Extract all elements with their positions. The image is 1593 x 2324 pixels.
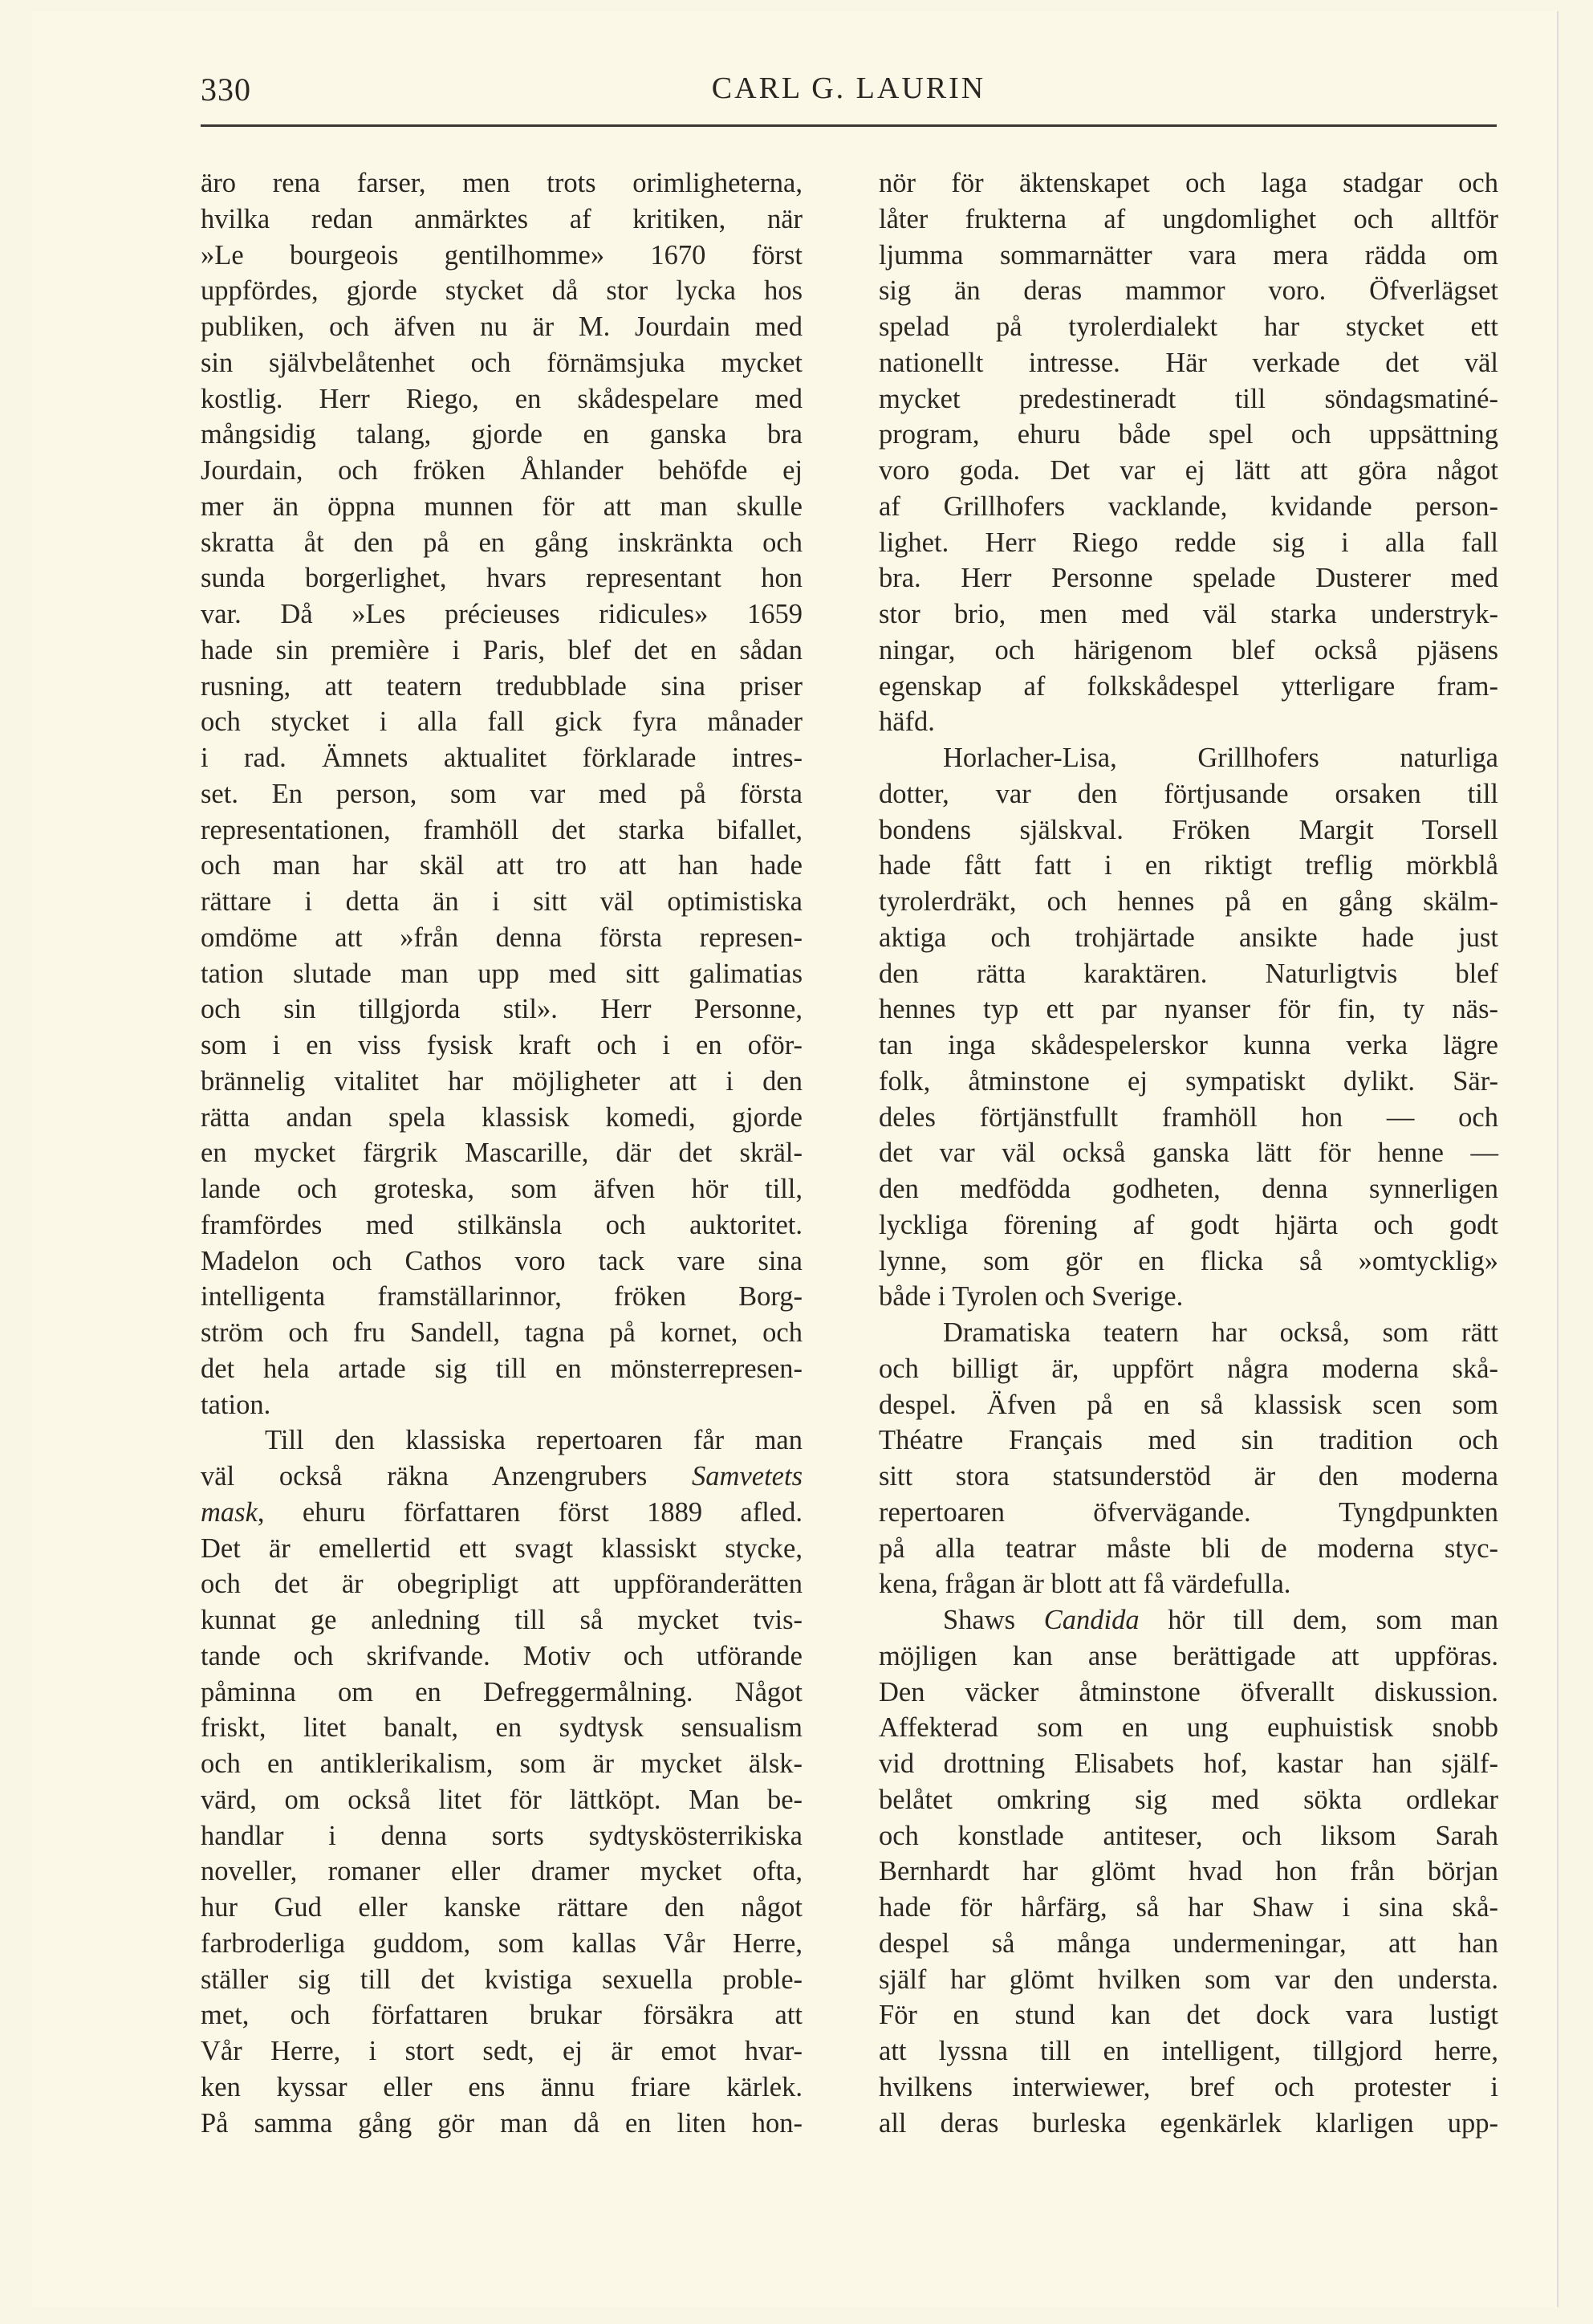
text-line: Horlacher-Lisa, Grillhofers naturliga	[943, 743, 1498, 773]
text-line: bra. Herr Personne spelade Dusterer med	[879, 563, 1498, 594]
text-line: och billigt är, uppfört några moderna skå-	[879, 1353, 1498, 1384]
text-line: publiken, och äfven nu är M. Jourdain med	[201, 311, 803, 342]
text-line: brännelig vitalitet har möjligheter att i den	[201, 1065, 803, 1097]
text-line: och konstlade antiteser, och liksom Sarah	[879, 1820, 1498, 1851]
text-line: lyckliga förening af godt hjärta och godt	[879, 1209, 1498, 1240]
text-line: kena, frågan är blott att få värdefulla.	[879, 1569, 1291, 1600]
text-line: både i Tyrolen och Sverige.	[879, 1281, 1184, 1313]
right-column	[879, 165, 1498, 2141]
text-line: och stycket i alla fall gick fyra månader	[201, 706, 803, 738]
text-line: den rätta karaktären. Naturligtvis blef	[879, 958, 1498, 989]
text-line: hur Gud eller kanske rättare den något	[201, 1892, 803, 1923]
text-line: Bernhardt har glömt hvad hon från början	[879, 1856, 1498, 1887]
text-line: mer än öppna munnen för att man skulle	[201, 490, 803, 522]
text-line: af Grillhofers vacklande, kvidande person-	[879, 490, 1498, 522]
text-line: kunnat ge anledning till så mycket tvis-	[201, 1605, 803, 1635]
text-line: Vår Herre, i stort sedt, ej är emot hvar-	[201, 2036, 803, 2066]
text-line: set. En person, som var med på första	[201, 778, 803, 809]
page-number: 330	[201, 71, 251, 108]
text-line: lynne, som gör en flicka så »omtycklig»	[879, 1245, 1498, 1276]
text-segment: hör till dem, som man	[1139, 1605, 1499, 1635]
text-line: möjligen kan anse berättigade att uppföras.	[879, 1640, 1498, 1671]
text-line: mycket predestineradt till söndagsmatiné-	[879, 383, 1498, 414]
text-line: nör för äktenskapet och laga stadgar och	[879, 168, 1498, 198]
text-line: skratta åt den på en gång inskränkta och	[201, 527, 803, 558]
text-line: Den väcker åtminstone öfverallt diskussion.	[879, 1676, 1498, 1707]
text-line: representationen, framhöll det starka bifallet,	[201, 814, 803, 845]
text-line: intelligenta framställarinnor, fröken Borg-	[201, 1281, 803, 1313]
text-line: spelad på tyrolerdialekt har stycket ett	[879, 311, 1498, 342]
text-line: rusning, att teatern tredubblade sina priser	[201, 670, 803, 702]
header-rule	[201, 124, 1497, 127]
text-line: friskt, litet banalt, en sydtysk sensualism	[201, 1712, 803, 1744]
text-line: tyrolerdräkt, och hennes på en gång skälm-	[879, 886, 1498, 917]
text-line: belåtet omkring sig med sökta ordlekar	[879, 1784, 1498, 1815]
text-line: det var väl också ganska lätt för henne —	[879, 1138, 1498, 1169]
text-line: hennes typ ett par nyanser för fin, ty näs-	[879, 994, 1498, 1025]
text-line: tan inga skådespelerskor kunna verka lägre	[879, 1030, 1498, 1060]
text-line: ljumma sommarnätter vara mera rädda om	[879, 239, 1498, 271]
text-line: farbroderliga guddom, som kallas Vår Herre,	[201, 1927, 803, 1959]
text-line: hade för hårfärg, så har Shaw i sina skå-	[879, 1892, 1498, 1923]
text-line: den medfödda godheten, denna synnerligen	[879, 1174, 1498, 1204]
text-line: despel. Äfven på en så klassisk scen som	[879, 1389, 1498, 1420]
text-line: deles förtjänstfullt framhöll hon — och	[879, 1101, 1498, 1133]
text-line: lande och groteska, som äfven hör till,	[201, 1174, 803, 1204]
text-line: på alla teatrar måste bli de moderna styc-	[879, 1532, 1498, 1564]
text-segment: , ehuru författaren först 1889 afled.	[257, 1496, 803, 1528]
text-line: som i en viss fysisk kraft och i en oför-	[201, 1030, 803, 1060]
text-line: rättare i detta än i sitt väl optimistiska	[201, 886, 803, 917]
text-line: påminna om en Defreggermålning. Något	[201, 1676, 803, 1707]
text-line: själf har glömt hvilken som var den understa.	[879, 1964, 1498, 1995]
text-line: tation.	[201, 1389, 271, 1420]
italic-title: mask	[201, 1496, 258, 1528]
italic-title: Samvetets	[692, 1461, 803, 1492]
text-line: hvilka redan anmärktes af kritiken, när	[201, 203, 803, 234]
text-line: sitt stora statsunderstöd är den moderna	[879, 1461, 1498, 1492]
text-line: all deras burleska egenkärlek klarligen upp-	[879, 2107, 1498, 2139]
text-line: folk, åtminstone ej sympatiskt dylikt. Sär-	[879, 1065, 1498, 1097]
page-header	[201, 71, 1497, 119]
text-line: tande och skrifvande. Motiv och utförande	[201, 1640, 803, 1671]
text-line: en mycket färgrik Mascarille, där det skräl-	[201, 1138, 803, 1169]
text-line: mångsidig talang, gjorde en ganska bra	[201, 419, 803, 450]
text-line: Madelon och Cathos voro tack vare sina	[201, 1245, 803, 1276]
text-line: omdöme att »från denna första represen-	[201, 922, 803, 953]
text-segment: Shaws	[943, 1605, 1044, 1635]
text-line: lighet. Herr Riego redde sig i alla fall	[879, 527, 1498, 558]
text-line: värd, om också litet för lättköpt. Man be-	[201, 1784, 803, 1815]
text-line: nationellt intresse. Här verkade det väl	[879, 347, 1498, 378]
text-line: despel så många undermeningar, att han	[879, 1927, 1498, 1959]
left-column	[201, 165, 803, 2141]
text-line: att lyssna till en intelligent, tillgjord herre,	[879, 2036, 1498, 2066]
text-line: ningar, och härigenom blef också pjäsens	[879, 634, 1498, 665]
text-line: häfd.	[879, 706, 935, 738]
text-line: hade sin première i Paris, blef det en sådan	[201, 634, 803, 665]
text-line: dotter, var den förtjusande orsaken till	[879, 778, 1498, 809]
text-line: hvilkens interwiewer, bref och protester i	[879, 2071, 1498, 2102]
text-line: aktiga och trohjärtade ansikte hade just	[879, 922, 1498, 953]
text-line: och det är obegripligt att uppföranderätten	[201, 1569, 803, 1600]
text-line: stor brio, men med väl starka understryk-	[879, 599, 1498, 629]
text-line: vid drottning Elisabets hof, kastar han själf-	[879, 1748, 1498, 1779]
text-line: låter frukterna af ungdomlighet och alltför	[879, 203, 1498, 234]
text-line: program, ehuru både spel och uppsättning	[879, 419, 1498, 450]
text-line: repertoaren öfvervägande. Tyngdpunkten	[879, 1496, 1498, 1528]
text-line	[879, 1602, 1498, 1638]
text-line: handlar i denna sorts sydtyskösterrikiska	[201, 1820, 803, 1851]
text-line: sig än deras mammor voro. Öfverlägset	[879, 275, 1498, 307]
text-line: hade fått fatt i en riktigt treflig mörkblå	[879, 850, 1498, 881]
text-line: kostlig. Herr Riego, en skådespelare med	[201, 383, 803, 414]
text-line: Dramatiska teatern har också, som rätt	[943, 1317, 1498, 1348]
text-line: För en stund kan det dock vara lustigt	[879, 2000, 1498, 2031]
text-line: På samma gång gör man då en liten hon-	[201, 2107, 803, 2139]
text-line: voro goda. Det var ej lätt att göra något	[879, 455, 1498, 486]
text-line: met, och författaren brukar försäkra att	[201, 2000, 803, 2031]
italic-title: Candida	[1043, 1605, 1140, 1635]
text-line: »Le bourgeois gentilhomme» 1670 först	[201, 239, 803, 271]
text-line: Till den klassiska repertoaren får man	[265, 1425, 803, 1456]
text-line: Jourdain, och fröken Åhlander behöfde ej	[201, 455, 803, 486]
text-line	[201, 1495, 803, 1531]
text-line: det hela artade sig till en mönsterrepresen-	[201, 1353, 803, 1384]
text-line: ström och fru Sandell, tagna på kornet, och	[201, 1317, 803, 1348]
text-line: Théatre Français med sin tradition och	[879, 1425, 1498, 1456]
text-line: Affekterad som en ung euphuistisk snobb	[879, 1712, 1498, 1744]
text-line: egenskap af folkskådespel ytterligare fram-	[879, 670, 1498, 702]
text-line: äro rena farser, men trots orimligheterna,	[201, 168, 803, 198]
text-line: rätta andan spela klassisk komedi, gjorde	[201, 1101, 803, 1133]
text-line: och en antiklerikalism, som är mycket älsk-	[201, 1748, 803, 1779]
text-line: ställer sig till det kvistiga sexuella proble-	[201, 1964, 803, 1995]
text-line: framfördes med stilkänsla och auktoritet.	[201, 1209, 803, 1240]
text-line: och man har skäl att tro att han hade	[201, 850, 803, 881]
text-line: i rad. Ämnets aktualitet förklarade intres-	[201, 743, 803, 773]
text-line: sin självbelåtenhet och förnämsjuka mycket	[201, 347, 803, 378]
running-head: CARL G. LAURIN	[711, 71, 986, 105]
text-line: Det är emellertid ett svagt klassiskt stycke,	[201, 1532, 803, 1564]
text-line	[201, 1459, 803, 1495]
text-line: bondens själskval. Fröken Margit Torsell	[879, 814, 1498, 845]
text-line: noveller, romaner eller dramer mycket ofta,	[201, 1856, 803, 1887]
text-line: uppfördes, gjorde stycket då stor lycka hos	[201, 275, 803, 307]
text-line: ken kyssar eller ens ännu friare kärlek.	[201, 2071, 803, 2102]
text-segment: väl också räkna Anzengrubers	[201, 1461, 693, 1492]
text-line: tation slutade man upp med sitt galimatias	[201, 958, 803, 989]
text-line: sunda borgerlighet, hvars representant hon	[201, 563, 803, 594]
text-line: och sin tillgjorda stil». Herr Personne,	[201, 994, 803, 1025]
text-line: var. Då »Les précieuses ridicules» 1659	[201, 599, 803, 629]
